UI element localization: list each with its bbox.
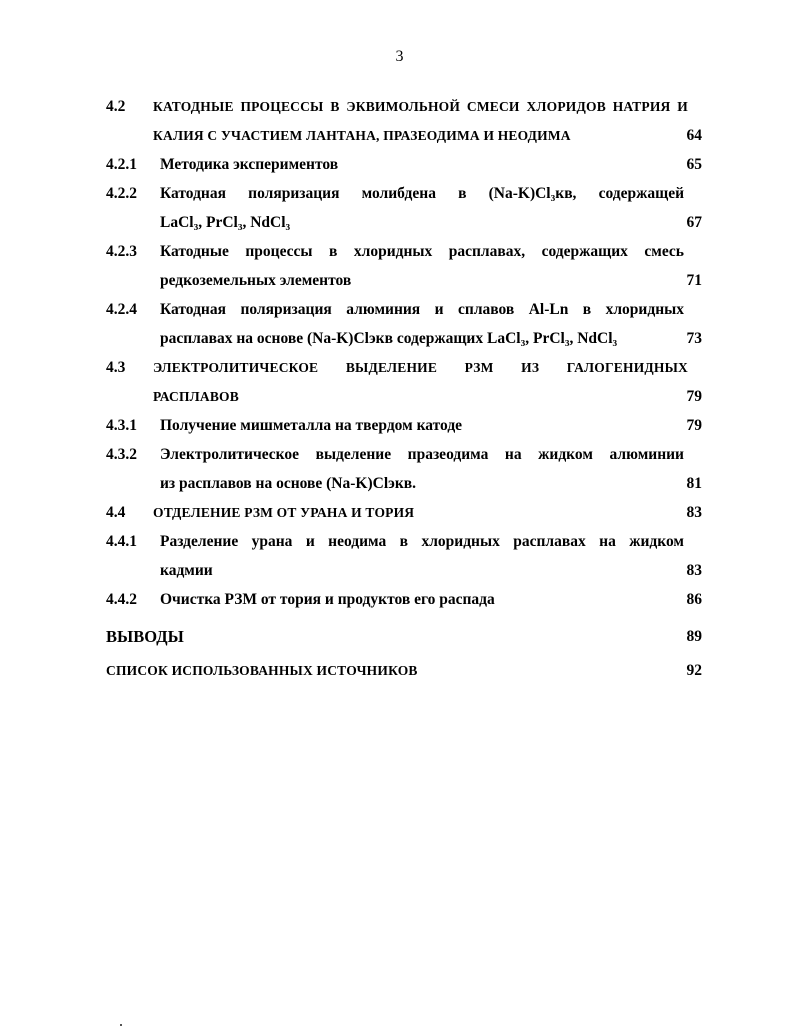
section-number: 4.2.4 xyxy=(106,301,137,318)
conclusions-title: ВЫВОДЫ xyxy=(106,627,184,646)
page-ref: 89 xyxy=(686,628,702,645)
section-title-line: Катодные процессы в хлоридных расплавах, содержащих смесь xyxy=(160,243,684,260)
page-ref: 73 xyxy=(686,330,702,347)
page-ref: 79 xyxy=(686,417,702,434)
page-number: 3 xyxy=(395,48,404,65)
page-ref: 83 xyxy=(686,504,702,521)
toc-entry-4-2-2 xyxy=(106,179,702,237)
section-number: 4.2.3 xyxy=(106,243,137,260)
toc-entry-4-2 xyxy=(106,92,702,150)
section-number: 4.4 xyxy=(106,504,126,521)
toc-entry-references xyxy=(106,656,702,685)
toc-entry-4-2-4 xyxy=(106,295,702,353)
toc-entry-4-2-3 xyxy=(106,237,702,295)
section-number: 4.3 xyxy=(106,359,126,376)
section-title-line: ЭЛЕКТРОЛИТИЧЕСКОЕ ВЫДЕЛЕНИЕ РЗМ ИЗ ГАЛОГЕНИДНЫХ xyxy=(153,360,688,375)
section-title-line: кадмии xyxy=(160,562,213,579)
toc-entry-conclusions xyxy=(106,622,702,651)
section-title-line: редкоземельных элементов xyxy=(160,272,352,289)
section-number: 4.2 xyxy=(106,98,126,115)
toc-entry-4-3 xyxy=(106,353,702,411)
page-ref: 67 xyxy=(686,214,702,231)
page-ref: 71 xyxy=(686,272,702,289)
section-title-line: Методика экспериментов xyxy=(160,156,339,173)
section-number: 4.4.1 xyxy=(106,533,137,550)
section-title-line: Получение мишметалла на твердом катоде xyxy=(160,417,463,434)
toc-entry-4-3-2 xyxy=(106,440,702,498)
page-ref: 92 xyxy=(686,662,702,679)
section-number: 4.2.1 xyxy=(106,156,137,173)
section-title-line: Разделение урана и неодима в хлоридных расплавах на жидком xyxy=(160,533,684,550)
section-title-line: Очистка РЗМ от тория и продуктов его распада xyxy=(160,591,495,608)
section-title-line: КАЛИЯ С УЧАСТИЕМ ЛАНТАНА, ПРАЗЕОДИМА И НЕОДИМА xyxy=(153,128,571,143)
references-title: СПИСОК ИСПОЛЬЗОВАННЫХ ИСТОЧНИКОВ xyxy=(106,663,418,678)
section-title-line: ОТДЕЛЕНИЕ РЗМ ОТ УРАНА И ТОРИЯ xyxy=(153,505,415,520)
section-title-line: КАТОДНЫЕ ПРОЦЕССЫ В ЭКВИМОЛЬНОЙ СМЕСИ ХЛОРИДОВ НАТРИЯ И xyxy=(153,99,688,114)
page-ref: 81 xyxy=(686,475,702,492)
section-number: 4.4.2 xyxy=(106,591,137,608)
toc-entry-4-3-1 xyxy=(106,411,702,440)
section-number: 4.3.2 xyxy=(106,446,137,463)
page-ref: 79 xyxy=(686,388,702,405)
section-number: 4.2.2 xyxy=(106,185,137,202)
section-title-line: Катодная поляризация алюминия и сплавов Al-Ln в хлоридных xyxy=(160,301,684,318)
section-title-line: расплавах на основе (Na-K)Clэкв содержащих LaCl₃, PrCl₃, NdCl₃ xyxy=(160,330,618,347)
section-title-line: Катодная поляризация молибдена в (Na-K)Cl₃кв, содержащей xyxy=(160,185,684,202)
toc-entry-4-4-2 xyxy=(106,585,702,614)
section-title-line: РАСПЛАВОВ xyxy=(153,389,239,404)
page-ref: 86 xyxy=(686,591,702,608)
toc-entry-4-4-1 xyxy=(106,527,702,585)
section-title-line: из расплавов на основе (Na-K)Clэкв. xyxy=(160,475,416,492)
page-ref: 64 xyxy=(686,127,702,144)
table-of-contents xyxy=(106,92,702,685)
toc-entry-4-4 xyxy=(106,498,702,527)
scan-speck xyxy=(120,1024,122,1026)
toc-entry-4-2-1 xyxy=(106,150,702,179)
page-ref: 83 xyxy=(686,562,702,579)
section-title-line: Электролитическое выделение празеодима на жидком алюминии xyxy=(160,446,684,463)
page-ref: 65 xyxy=(686,156,702,173)
section-title-line: LaCl₃, PrCl₃, NdCl₃ xyxy=(160,214,291,231)
section-number: 4.3.1 xyxy=(106,417,137,434)
